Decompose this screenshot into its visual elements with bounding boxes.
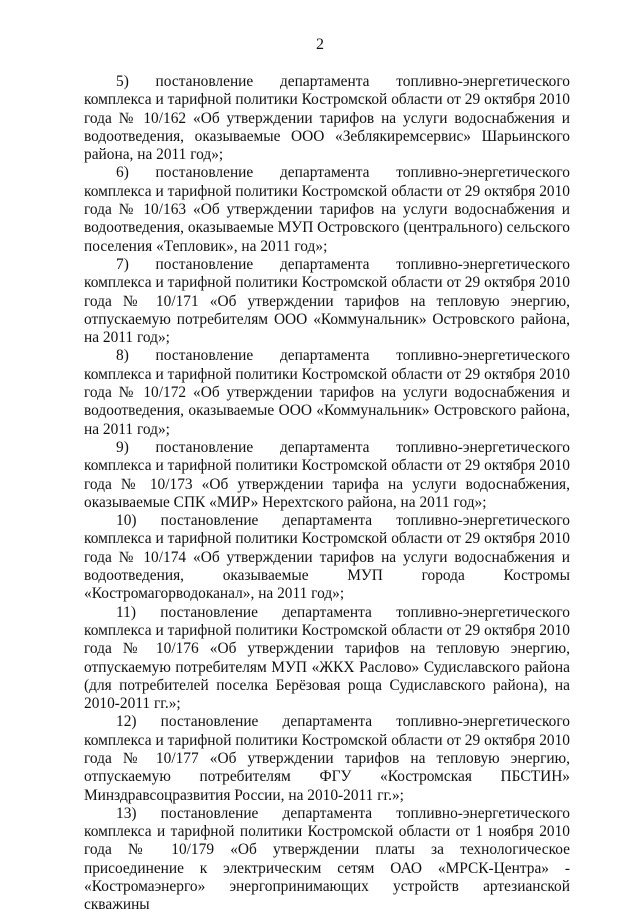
- list-item-13: 13) постановление департамента топливно-энергетического комплекса и тарифной политики Костромской области от 1 ноября 2010 года № 10/179 «Об утверждении платы за технологическое присоединение к электрическим сетям ОАО «МРСК-Центра» - «Костромаэнерго» энергопринимающих устройств артезианской скважины: [84, 804, 570, 914]
- page-number: 2: [316, 36, 324, 53]
- list-item-10: 10) постановление департамента топливно-энергетического комплекса и тарифной политики Костромской области от 29 октября 2010 года № 10/174 «Об утверждении тарифов на услуги водоснабжения и водоотведения, оказываемые МУП города Костромы «Костромагорводоканал», на 2011 год»;: [84, 512, 570, 603]
- list-item-8: 8) постановление департамента топливно-энергетического комплекса и тарифной политики Костромской области от 29 октября 2010 года № 10/172 «Об утверждении тарифов на услуги водоснабжения и водоотведения, оказываемые ООО «Коммунальник» Островского района, на 2011 год»;: [84, 347, 570, 438]
- list-item-6: 6) постановление департамента топливно-энергетического комплекса и тарифной политики Костромской области от 29 октября 2010 года № 10/163 «Об утверждении тарифов на услуги водоснабжения и водоотведения, оказываемые МУП Островского (центрального) сельского поселения «Тепловик», на 2011 год»;: [84, 164, 570, 255]
- list-item-11: 11) постановление департамента топливно-энергетического комплекса и тарифной политики Костромской области от 29 октября 2010 года № 10/176 «Об утверждении тарифов на тепловую энергию, отпускаемую потребителям МУП «ЖКХ Раслово» Судиславского района (для потребителей поселка Берёзовая роща Судиславского района), на 2010-2011 гг.»;: [84, 603, 570, 713]
- list-item-5: 5) постановление департамента топливно-энергетического комплекса и тарифной политики Костромской области от 29 октября 2010 года № 10/162 «Об утверждении тарифов на услуги водоснабжения и водоотведения, оказываемые ООО «Зеблякиремсервис» Шарьинского района, на 2011 год»;: [84, 73, 570, 164]
- list-item-12: 12) постановление департамента топливно-энергетического комплекса и тарифной политики Костромской области от 29 октября 2010 года № 10/177 «Об утверждении тарифов на тепловую энергию, отпускаемую потребителям ФГУ «Костромская ПБСТИН» Минздравсоцразвития России, на 2010-2011 гг.»;: [84, 713, 570, 804]
- list-item-9: 9) постановление департамента топливно-энергетического комплекса и тарифной политики Костромской области от 29 октября 2010 года № 10/173 «Об утверждении тарифа на услуги водоснабжения, оказываемые СПК «МИР» Нерехтского района, на 2011 год»;: [84, 438, 570, 511]
- list-item-7: 7) постановление департамента топливно-энергетического комплекса и тарифной политики Костромской области от 29 октября 2010 года № 10/171 «Об утверждении тарифов на тепловую энергию, отпускаемую потребителям ООО «Коммунальник» Островского района, на 2011 год»;: [84, 255, 570, 347]
- document-body: [84, 73, 570, 915]
